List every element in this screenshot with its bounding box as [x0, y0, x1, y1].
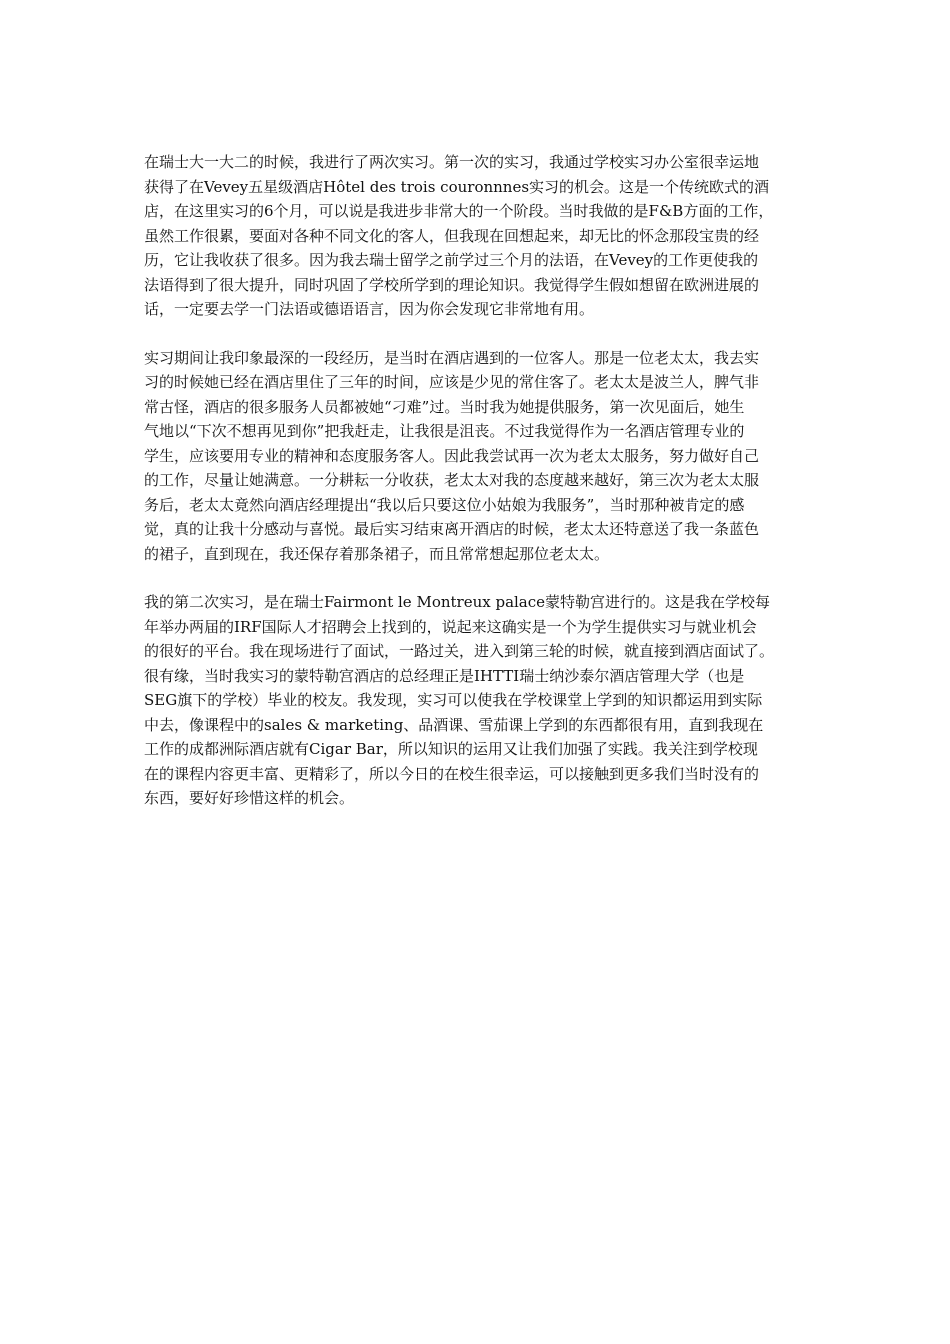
- document-body: [144, 150, 808, 835]
- paragraph-first-internship: 在瑞士大一大二的时候，我进行了两次实习。第一次的实习，我通过学校实习办公室很幸运地 获得了在Vevey五星级酒店Hôtel des trois couronnnes实习的机会。这是一个传统欧式的酒 店，在这里实习的6个月，可以说是我进步非常大的一个阶段。当时我做的是F&B方面的工作， 虽然工作很累，要面对各种不同文化的客人，但我现在回想起来，却无比的怀念那段宝贵的经 历，它让我收获了很多。因为我去瑞士留学之前学过三个月的法语，在Vevey的工作更使我的 法语得到了很大提升，同时巩固了学校所学到的理论知识。我觉得学生假如想留在欧洲进展的 话，一定要去学一门法语或德语语言，因为你会发现它非常地有用。: [144, 153, 774, 318]
- paragraph-elderly-guest: 实习期间让我印象最深的一段经历，是当时在酒店遇到的一位客人。那是一位老太太，我去实 习的时候她已经在酒店里住了三年的时间，应该是少见的常住客了。老太太是波兰人，脾气非 常古怪，酒店的很多服务人员都被她“刁难”过。当时我为她提供服务，第一次见面后，她生 气地以“下次不想再见到你”把我赶走，让我很是沮丧。不过我觉得作为一名酒店管理专业的 学生，应该要用专业的精神和态度服务客人。因此我尝试再一次为老太太服务，努力做好自己 的工作，尽量让她满意。一分耕耘一分收获，老太太对我的态度越来越好，第三次为老太太服 务后，老太太竟然向酒店经理提出“我以后只要这位小姑娘为我服务”，当时那种被肯定的感 觉，真的让我十分感动与喜悦。最后实习结束离开酒店的时候，老太太还特意送了我一条蓝色 的裙子，直到现在，我还保存着那条裙子，而且常常想起那位老太太。: [144, 348, 760, 563]
- paragraph-second-internship: 我的第二次实习，是在瑞士Fairmont le Montreux palace蒙特勒宫进行的。这是我在学校每 年举办两届的IRF国际人才招聘会上找到的，说起来这确实是一个为学生提供实习与就业机会 的很好的平台。我在现场进行了面试，一路过关，进入到第三轮的时候，就直接到酒店面试了。 很有缘，当时我实习的蒙特勒宫酒店的总经理正是IHTTI瑞士纳沙泰尔酒店管理大学（也是 SEG旗下的学校）毕业的校友。我发现，实习可以使我在学校课堂上学到的知识都运用到实际 中去，像课程中的sales & marketing、品酒课、雪茄课上学到的东西都很有用，直到我现在 工作的成都洲际酒店就有Cigar Bar，所以知识的运用又让我们加强了实践。我关注到学校现 在的课程内容更丰富、更精彩了，所以今日的在校生很幸运，可以接触到更多我们当时没有的 东西，要好好珍惜这样的机会。: [144, 593, 775, 807]
